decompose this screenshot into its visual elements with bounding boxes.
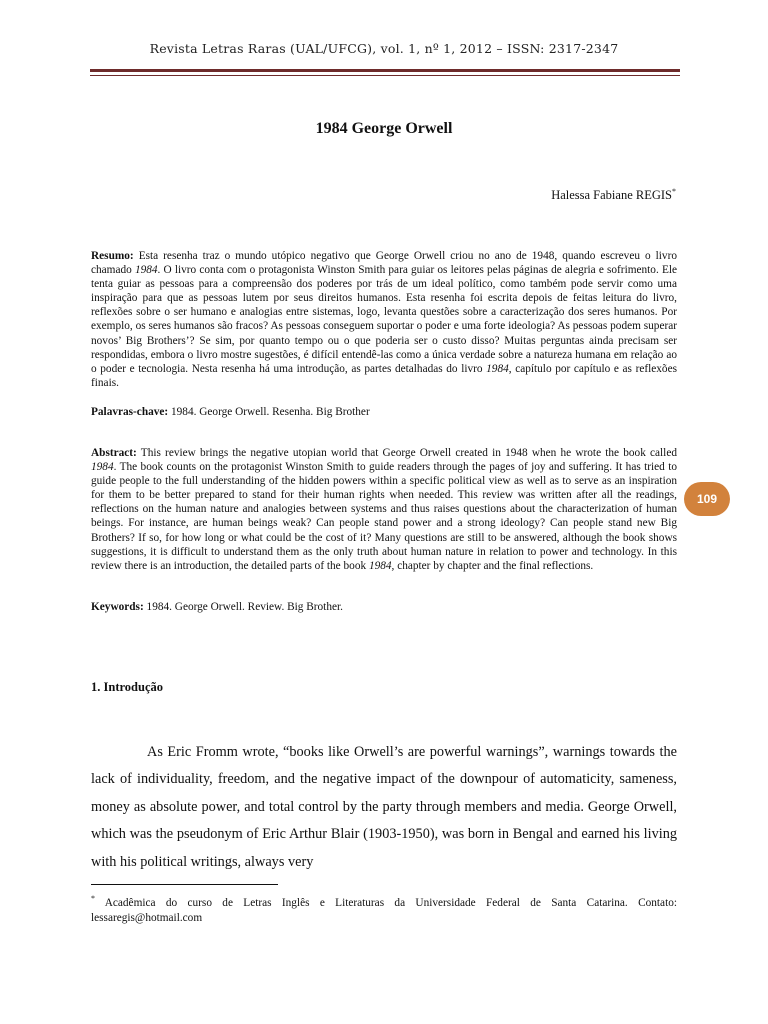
keywords [91, 600, 677, 614]
resumo-book-title: 1984 [134, 264, 158, 277]
footnote [91, 891, 677, 927]
author-line [551, 187, 676, 203]
footnote-mark: * [91, 894, 95, 903]
abstract-paragraph [91, 446, 677, 573]
header-rule-thin [90, 75, 680, 76]
running-head: Revista Letras Raras (UAL/UFCG), vol. 1, nº 1, 2012 – ISSN: 2317-2347 [149, 41, 619, 56]
palavras-chave [91, 405, 677, 419]
abstract-book-title-2: 1984, [368, 559, 395, 572]
keywords-text: 1984. George Orwell. Review. Big Brother. [143, 601, 343, 613]
resumo-text-2: . O livro conta com o protagonista Winston Smith para guiar os leitores pelas páginas de alegria e sofrimento. Ele tenta guiar as pessoas para a compreensão dos poderes por trás de um ideal político, como também pode servir como uma inspiração para que as pessoas lutem por seus direitos humanos. Esta resenha foi escrita depois de feitas leitura do livro, reflexões sobre o ser humano e analogias entre sistemas, logo, levanta questões sobre a caracterização dos seres humanos. Por exemplo, os seres humanos são fracos? As pessoas conseguem suportar o poder e uma forte ideologia? As pessoas podem superar novos’ Big Brothers’? Se sim, por quanto tempo ou o que poderia ser o custo disso? Muitas perguntas ainda precisam ser respondidas, embora o livro mostre sugestões, é difícil entendê-las como a única verdade sobre a natureza humana em relação ao o poder e tecnologia. Nesta resenha há uma introdução, as partes detalhadas do livro [91, 264, 677, 375]
abstract-book-title: 1984 [91, 461, 114, 474]
abstract-text-2: . The book counts on the protagonist Winston Smith to guide readers through the pages of joy and suffering. It has tried to guide people to the full understanding of the hidden powers within a specific political view as well as to serve as an inspiration for them to be better prepared to stand for their human rights when needed. This review was written after all the readings, reflections on the human nature and analogies between systems and thus raises questions about the characterization of human beings. For instance, are human beings weak? Can people stand power and a strong ideology? Can people stand new Big Brothers? If so, for how long or what could be the cost of it? Many questions are still to be answered, although the book shows suggestions, it is difficult to understand them as the only truth about human nature in relation to power and technology. In this review there is an introduction, the detailed parts of the book [91, 461, 677, 572]
resumo-book-title-2: 1984 [486, 362, 509, 375]
palavras-chave-label: Palavras-chave: [91, 406, 169, 418]
resumo-text-1: Esta resenha traz o mundo utópico negativo que George Orwell criou no ano de 1948, quando escreveu o livro chamado [91, 250, 677, 277]
keywords-label: Keywords: [91, 601, 144, 613]
resumo-paragraph [91, 249, 677, 390]
article-title: 1984 George Orwell [315, 120, 453, 137]
author-name: Halessa Fabiane REGIS [551, 188, 672, 203]
palavras-chave-text: 1984. George Orwell. Resenha. Big Brother [168, 406, 370, 418]
resumo-text-3: , capítulo por capítulo e as reflexões finais. [91, 362, 677, 389]
resumo-label: Resumo: [91, 250, 134, 262]
author-footnote-mark: * [672, 187, 676, 196]
abstract-text-1: This review brings the negative utopian world that George Orwell created in 1948 when he wrote the book called [136, 447, 677, 459]
abstract-text-3: chapter by chapter and the final reflections. [394, 559, 594, 572]
footnote-text: Acadêmica do curso de Letras Inglês e Literaturas da Universidade Federal de Santa Catarina. Contato: lessaregis@hotmail.com [91, 896, 677, 925]
footnote-rule [91, 884, 278, 885]
section-heading: 1. Introdução [91, 680, 164, 694]
header-rule-thick [90, 69, 680, 72]
page-number-badge: 109 [684, 482, 730, 516]
abstract-label: Abstract: [91, 447, 137, 459]
introduction-paragraph: As Eric Fromm wrote, “books like Orwell’s are powerful warnings”, warnings towards the lack of individuality, freedom, and the negative impact of the downpour of automaticity, sameness, money as absolute power, and total control by the party through members and media. George Orwell, which was the pseudonym of Eric Arthur Blair (1903-1950), was born in Bengal and earned his living with his political writings, always very [91, 744, 677, 870]
